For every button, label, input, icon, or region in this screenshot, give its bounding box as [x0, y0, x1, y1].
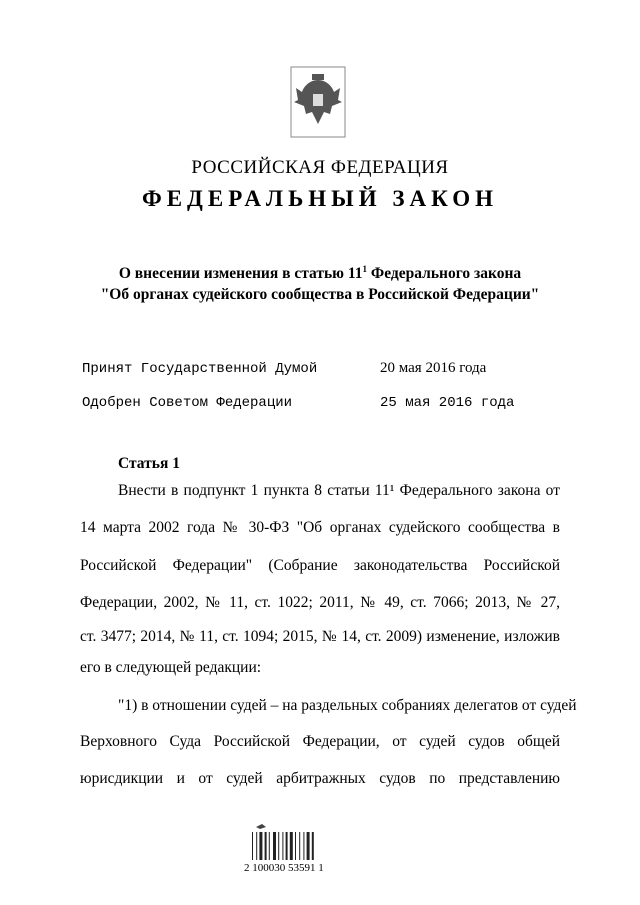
barcode [252, 823, 322, 863]
barcode-bar [278, 832, 279, 860]
law-title: О внесении изменения в статью $11^1$ Федерального закона "Об органах судейского сообщества в Российской Федерации" [100, 264, 540, 303]
adoption-body-council: Одобрен Советом Федерации [82, 395, 293, 411]
barcode-bar [299, 832, 300, 860]
coat-of-arms-icon [290, 66, 346, 138]
barcode-bar [282, 832, 283, 860]
article-text-line: "1) в отношении судей – на раздельных собраниях делегатов от судей [118, 697, 577, 714]
barcode-bar [252, 832, 253, 860]
adoption-body-duma: Принят Государственной Думой [82, 361, 318, 377]
adoption-date-duma: 20 мая 2016 года [380, 360, 487, 376]
article-text-line: ст. 3477; 2014, № 11, ст. 1094; 2015, № 14, ст. 2009) изменение, изложив [80, 628, 560, 645]
article-text-line: Российской Федерации" (Собрание законодательства Российской [80, 557, 560, 574]
barcode-bar [265, 832, 267, 860]
barcode-bar [307, 832, 310, 860]
article-heading: Статья 1 [118, 455, 180, 472]
barcode-bar [312, 832, 314, 860]
barcode-number: 2 100030 53591 1 [244, 862, 324, 874]
document-type: ФЕДЕРАЛЬНЫЙ ЗАКОН [141, 186, 499, 211]
adoption-date-council: 25 мая 2016 года [380, 395, 515, 411]
barcode-bar [273, 832, 276, 860]
barcode-bar [269, 832, 270, 860]
article-text-line: его в следующей редакции: [80, 659, 262, 676]
barcode-bar [256, 832, 257, 860]
barcode-bar [286, 832, 288, 860]
barcode-bar [290, 832, 293, 860]
country-name: РОССИЙСКАЯ ФЕДЕРАЦИЯ [191, 157, 449, 178]
barcode-bar [295, 832, 296, 860]
article-text-line: 14 марта 2002 года № 30-ФЗ "Об органах судейского сообщества в [80, 519, 560, 536]
barcode-bar [259, 832, 262, 860]
article-text-line: юрисдикции и от судей арбитражных судов по представлению [80, 770, 560, 787]
article-text-line: Федерации, 2002, № 11, ст. 1022; 2011, № 49, ст. 7066; 2013, № 27, [80, 594, 560, 611]
article-text-line: Внести в подпункт 1 пункта 8 статьи 11¹ Федерального закона от [118, 482, 560, 499]
barcode-bar [303, 832, 304, 860]
article-text-line: Верховного Суда Российской Федерации, от судей судов общей [80, 733, 560, 750]
